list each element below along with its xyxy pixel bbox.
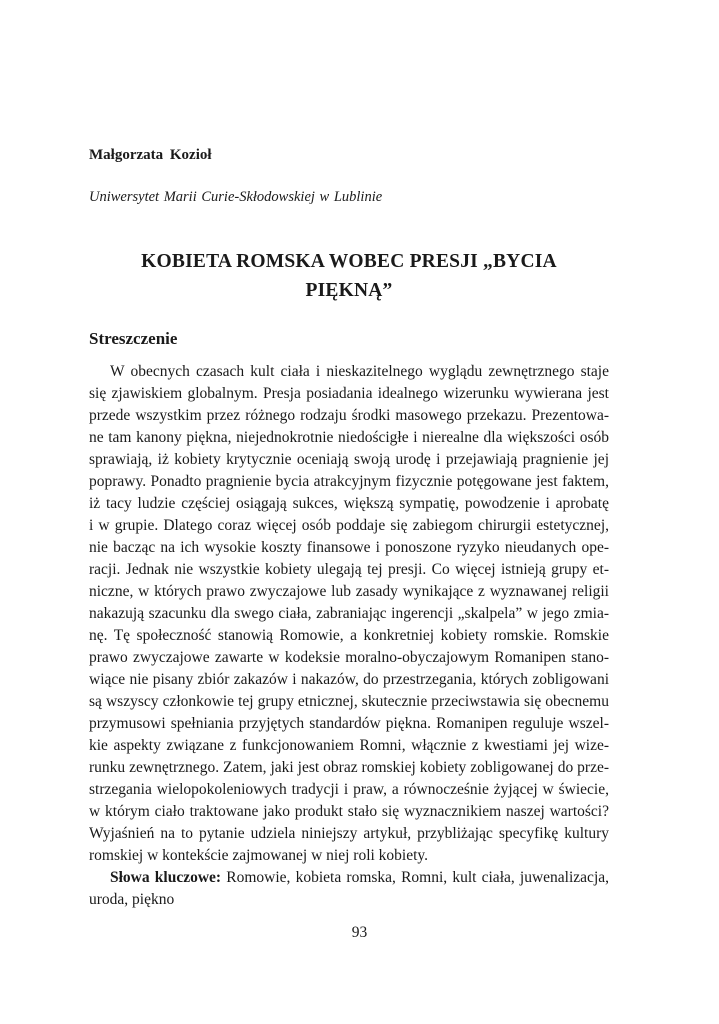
- abstract-line: się zjawiskiem globalnym. Presja posiadania idealnego wizerunku wywierana jest: [89, 385, 609, 402]
- author-affiliation: Uniwersytet Marii Curie-Skłodowskiej w Lublinie: [89, 189, 383, 205]
- abstract-line: ne tam kanony piękna, niejednokrotnie niedościgłe i nierealne dla większości osób: [89, 429, 609, 446]
- abstract-line: romskiej w kontekście zajmowanej w niej roli kobiety.: [89, 847, 429, 864]
- abstract-line: runku zewnętrznego. Zatem, jaki jest obraz romskiej kobiety zobligowanej do prze-: [89, 759, 609, 776]
- section-heading: Streszczenie: [89, 329, 178, 348]
- abstract-line: iż tacy ludzie częściej osiągają sukces, większą sympatię, powodzenie i aprobatę: [89, 495, 609, 512]
- abstract-line: kie aspekty związane z funkcjonowaniem Romni, włącznie z kwestiami jej wize-: [89, 737, 609, 754]
- keywords-list: Romowie, kobieta romska, Romni, kult ciała, juwenalizacja,: [226, 869, 609, 886]
- abstract-line: wiące nie pisany zbiór zakazów i nakazów, do przestrzegania, których zobligowani: [89, 671, 609, 688]
- author-name: Małgorzata Kozioł: [89, 147, 212, 163]
- abstract-line: poprawy. Ponadto pragnienie bycia atrakcyjnym fizycznie potęgowane jest faktem,: [89, 473, 609, 490]
- abstract-line: niczne, w których prawo zwyczajowe lub zasady wynikające z wyznawanej religii: [89, 583, 609, 600]
- keywords-continuation: uroda, piękno: [89, 891, 175, 908]
- abstract-line: W obecnych czasach kult ciała i nieskazitelnego wyglądu zewnętrznego staje: [110, 363, 609, 380]
- abstract-body: [89, 361, 609, 911]
- abstract-line: i w grupie. Dlatego coraz więcej osób poddaje się zabiegom chirurgii estetycznej,: [89, 517, 609, 534]
- article-title-line: PIĘKNĄ”: [305, 280, 393, 301]
- abstract-line: nakazują szacunku dla swego ciała, zabraniając ingerencji „skalpela” w jego zmia-: [89, 605, 609, 622]
- abstract-line: są wszyscy członkowie tej grupy etnicznej, skutecznie przeciwstawia się obecnemu: [89, 693, 609, 710]
- abstract-line: sprawiają, iż kobiety krytycznie oceniają swoją urodę i przejawiają pragnienie jej: [89, 451, 609, 468]
- abstract-line: racji. Jednak nie wszystkie kobiety ulegają tej presji. Co więcej istnieją grupy et-: [89, 561, 609, 578]
- abstract-line: prawo zwyczajowe zawarte w kodeksie moralno-obyczajowym Romanipen stano-: [89, 649, 609, 666]
- abstract-line: nę. Tę społeczność stanowią Romowie, a konkretniej kobiety romskie. Romskie: [89, 627, 609, 644]
- abstract-line: Wyjaśnień na to pytanie udziela niniejszy artykuł, przybliżając specyfikę kultury: [89, 825, 609, 842]
- abstract-line: nie bacząc na ich wysokie koszty finansowe i ponoszone ryzyko nieudanych ope-: [89, 539, 609, 556]
- abstract-line: w którym ciało traktowane jako produkt stało się wyznacznikiem naszej wartości?: [89, 803, 609, 820]
- keywords-line: [89, 867, 609, 889]
- keywords-label: Słowa kluczowe:: [110, 869, 222, 886]
- article-title: [89, 247, 609, 305]
- abstract-line: strzegania wielopokoleniowych tradycji i praw, a równocześnie żyjącej w świecie,: [89, 781, 609, 798]
- abstract-line: przymusowi spełniania przyjętych standardów piękna. Romanipen reguluje wszel-: [89, 715, 609, 732]
- page-number: 93: [351, 924, 368, 941]
- article-title-line: KOBIETA ROMSKA WOBEC PRESJI „BYCIA: [141, 251, 557, 272]
- abstract-line: przede wszystkim przez różnego rodzaju środki masowego przekazu. Prezentowa-: [89, 407, 609, 424]
